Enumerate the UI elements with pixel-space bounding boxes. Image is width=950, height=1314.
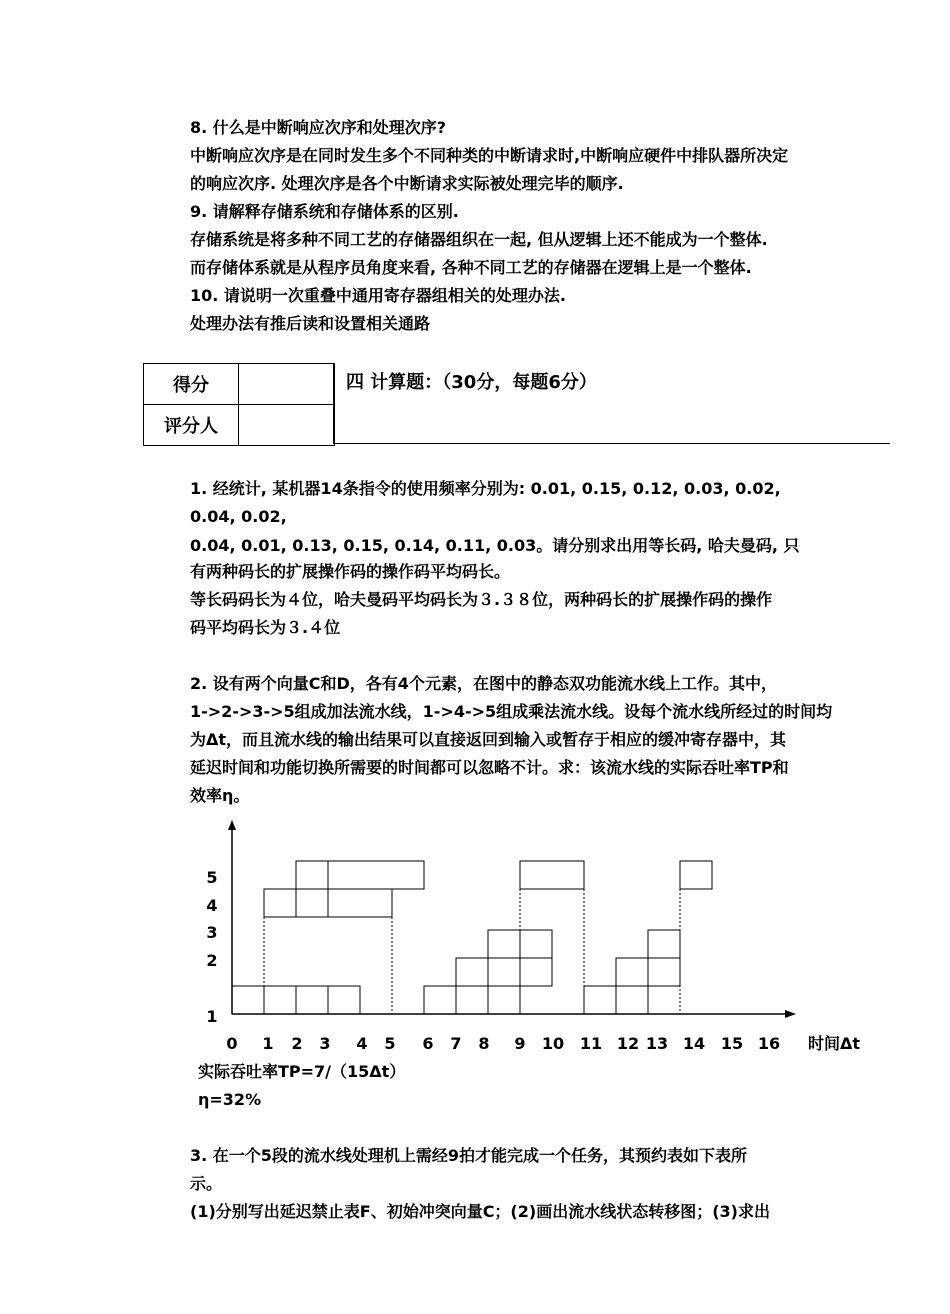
q8-answer-line: 的响应次序. 处理次序是各个中断请求实际被处理完毕的顺序.: [190, 174, 624, 193]
pipeline-block: [680, 861, 712, 889]
pipeline-block: [520, 958, 552, 986]
y-axis-arrow-icon: [228, 820, 236, 830]
x-tick-label: 11: [579, 1034, 603, 1053]
q8-answer-line: 中断响应次序是在同时发生多个不同种类的中断请求时,中断响应硬件中排队器所决定: [190, 146, 789, 165]
p3-line: (1)分别写出延迟禁止表F、初始冲突向量C；(2)画出流水线状态转移图；(3)求出: [190, 1202, 770, 1221]
pipeline-block: [296, 986, 328, 1014]
diagram-blocks: [232, 861, 712, 1014]
x-tick-label: 3: [319, 1034, 331, 1053]
pipeline-block: [648, 930, 680, 958]
p2-line: 1->2->3->5组成加法流水线，1->4->5组成乘法流水线。设每个流水线所经过的时间均: [190, 702, 833, 721]
x-tick-label: 1: [262, 1034, 274, 1053]
x-axis-arrow-icon: [785, 1010, 796, 1018]
y-tick-labels: [206, 868, 217, 1026]
p2-line: 2. 设有两个向量C和D，各有4个元素，在图中的静态双功能流水线上工作。其中，: [190, 674, 777, 693]
y-tick-label: 4: [206, 896, 218, 915]
p2-result-eta: η=32%: [198, 1090, 262, 1109]
pipeline-block: [520, 930, 552, 958]
p1-line: 1. 经统计, 某机器14条指令的使用频率分别为: 0.01, 0.15, 0.12, 0.03, 0.02,: [190, 479, 781, 498]
pipeline-block: [296, 889, 328, 917]
pipeline-block: [488, 930, 520, 958]
pipeline-block: [488, 958, 520, 986]
p3-line: 示。: [190, 1174, 223, 1193]
pipeline-block: [648, 958, 680, 986]
y-tick-label: 5: [206, 868, 218, 887]
p2-line: 延迟时间和功能切换所需要的时间都可以忽略不计。求：该流水线的实际吞吐率TP和: [190, 758, 789, 777]
x-tick-label: 2: [291, 1034, 303, 1053]
diagram-dotted-lines: [264, 889, 680, 1014]
x-tick-label: 10: [541, 1034, 565, 1053]
x-tick-label: 16: [757, 1034, 781, 1053]
x-tick-label: 12: [616, 1034, 640, 1053]
pipeline-block: [424, 986, 456, 1014]
p1-line: 0.04, 0.01, 0.13, 0.15, 0.14, 0.11, 0.03。请分别求出用等长码, 哈夫曼码, 只: [190, 536, 800, 555]
x-tick-labels: [226, 1034, 780, 1053]
pipeline-block: [584, 986, 616, 1014]
pipeline-block: [616, 958, 648, 986]
pipeline-block: [328, 889, 392, 917]
pipeline-block: [328, 986, 360, 1014]
p2-result-tp: 实际吞吐率TP=7/（15Δt）: [198, 1062, 406, 1081]
y-tick-label: 2: [206, 951, 218, 970]
diagram-axes: [228, 820, 796, 1018]
pipeline-block: [232, 986, 264, 1014]
x-tick-label: 8: [478, 1034, 490, 1053]
pipeline-block: [264, 889, 296, 917]
p2-line: 效率η。: [190, 786, 250, 805]
p1-line: 有两种码长的扩展操作码的操作码平均码长。: [190, 562, 511, 581]
x-tick-label: 14: [682, 1034, 706, 1053]
q9-answer-line: 存储系统是将多种不同工艺的存储器组织在一起, 但从逻辑上还不能成为一个整体.: [190, 230, 768, 249]
pipeline-block: [520, 861, 584, 889]
pipeline-block: [264, 986, 296, 1014]
p2-line: 为Δt，而且流水线的输出结果可以直接返回到输入或暂存于相应的缓冲寄存器中，其: [190, 730, 787, 749]
q8-question: 8. 什么是中断响应次序和处理次序?: [190, 118, 447, 137]
score-label: 得分: [144, 364, 239, 405]
p1-line: 等长码码长为４位，哈夫曼码平均码长为３.３８位，两种码长的扩展操作码的操作: [190, 590, 773, 609]
pipeline-block: [296, 861, 328, 889]
x-tick-label: 7: [450, 1034, 462, 1053]
pipeline-block: [456, 986, 488, 1014]
pipeline-block: [488, 986, 520, 1014]
x-tick-label: 4: [356, 1034, 368, 1053]
p3-line: 3. 在一个5段的流水线处理机上需经9拍才能完成一个任务，其预约表如下表所: [190, 1146, 748, 1165]
pipeline-block: [456, 958, 488, 986]
y-tick-label: 3: [206, 923, 218, 942]
x-tick-label: 0: [226, 1034, 238, 1053]
pipeline-block: [328, 861, 424, 889]
q10-question: 10. 请说明一次重叠中通用寄存器组相关的处理办法.: [190, 286, 566, 305]
x-tick-label: 9: [514, 1034, 526, 1053]
q9-question: 9. 请解释存储系统和存储体系的区别.: [190, 202, 459, 221]
y-tick-label: 1: [206, 1007, 218, 1026]
x-tick-label: 15: [720, 1034, 744, 1053]
x-tick-label: 6: [422, 1034, 434, 1053]
x-axis-label: 时间Δt: [808, 1034, 861, 1053]
x-tick-label: 5: [384, 1034, 396, 1053]
x-tick-label: 13: [645, 1034, 669, 1053]
section-title: 四 计算题：（30分，每题6分）: [346, 372, 597, 393]
q9-answer-line: 而存储体系就是从程序员角度来看, 各种不同工艺的存储器在逻辑上是一个整体.: [190, 258, 752, 277]
p1-line: 码平均码长为３.４位: [190, 618, 341, 637]
pipeline-block: [616, 986, 648, 1014]
q10-answer: 处理办法有推后读和设置相关通路: [190, 314, 431, 333]
grader-label: 评分人: [144, 405, 239, 446]
p1-line: 0.04, 0.02,: [190, 507, 287, 526]
